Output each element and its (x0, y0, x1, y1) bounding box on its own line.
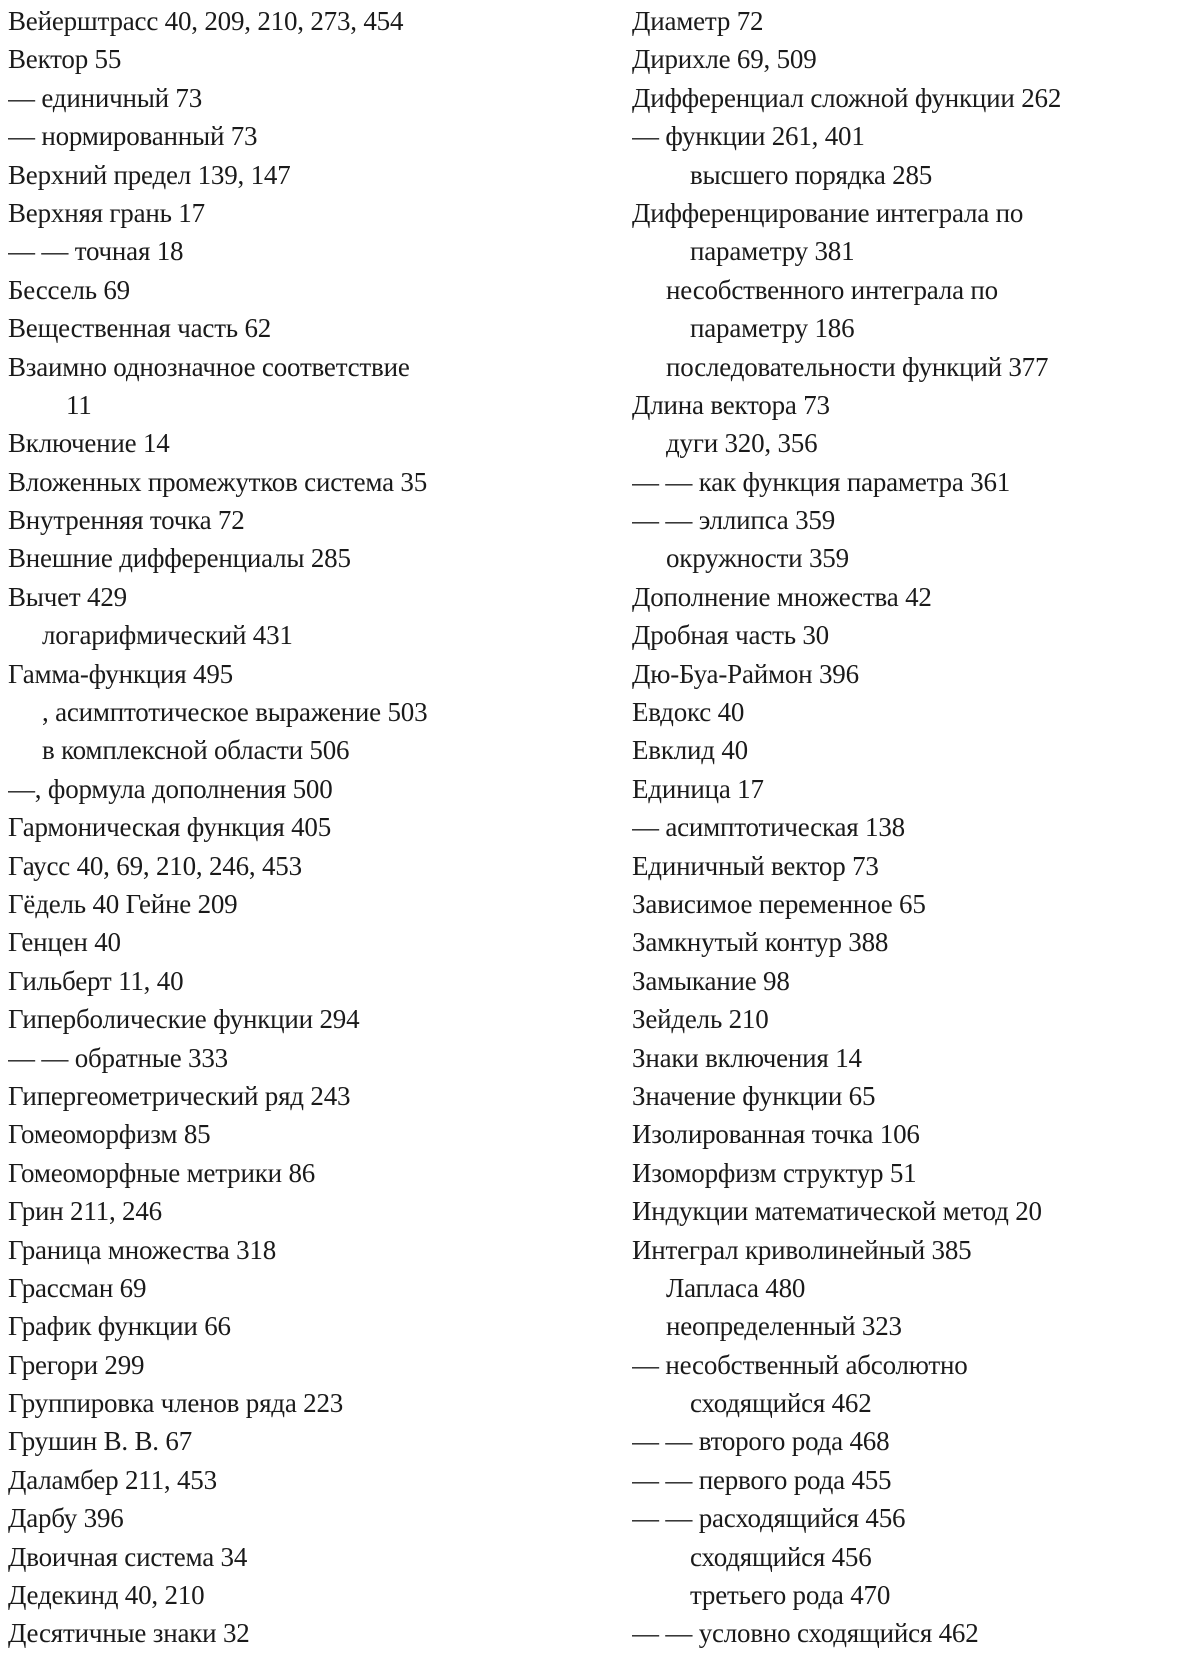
index-entry: Дедекинд 40, 210 (8, 1580, 205, 1611)
index-entry: — — расходящийся 456 (632, 1503, 906, 1534)
index-entry: — несобственный абсолютно (632, 1349, 968, 1380)
index-entry: Дю-Буа-Раймон 396 (632, 658, 859, 689)
index-entry: неопределенный 323 (666, 1311, 902, 1342)
index-entry: Вычет 429 (8, 581, 127, 612)
index-entry: График функции 66 (8, 1311, 231, 1342)
index-entry: Зейдель 210 (632, 1004, 769, 1035)
index-entry: Гармоническая функция 405 (8, 812, 332, 843)
index-entry: Гильберт 11, 40 (8, 965, 184, 996)
index-entry: Грушин В. В. 67 (8, 1426, 193, 1457)
index-entry: сходящийся 462 (690, 1388, 872, 1419)
index-entry: Вложенных промежутков система 35 (8, 466, 428, 497)
index-entry: Генцен 40 (8, 927, 121, 958)
index-entry: окружности 359 (666, 543, 849, 574)
index-column-right (632, 2, 1192, 1653)
index-entry: Дарбу 396 (8, 1503, 124, 1534)
index-entry: — — эллипса 359 (632, 505, 835, 536)
index-entry: Верхняя грань 17 (8, 197, 205, 228)
index-entry: Дробная часть 30 (632, 620, 829, 651)
index-entry: — — второго рода 468 (632, 1426, 890, 1457)
index-entry: Замкнутый контур 388 (632, 927, 889, 958)
index-entry: Изолированная точка 106 (632, 1119, 920, 1150)
index-entry: Гамма-функция 495 (8, 658, 233, 689)
index-entry: Дирихле 69, 509 (632, 44, 817, 75)
index-entry: Вейерштрасс 40, 209, 210, 273, 454 (8, 6, 404, 36)
index-entry: — функции 261, 401 (632, 121, 865, 152)
index-entry: Бессель 69 (8, 274, 130, 305)
index-entry: Единичный вектор 73 (632, 850, 879, 881)
index-entry: Даламбер 211, 453 (8, 1464, 217, 1495)
index-entry: Гёдель 40 Гейне 209 (8, 888, 238, 919)
index-entry: — — условно сходящийся 462 (632, 1618, 979, 1649)
index-entry: Дифференциал сложной функции 262 (632, 82, 1062, 113)
index-entry: — — обратные 333 (8, 1042, 228, 1073)
index-entry: несобственного интеграла по (666, 274, 998, 305)
index-entry: Диаметр 72 (632, 6, 764, 36)
index-entry: — нормированный 73 (8, 121, 258, 152)
index-entry: Единица 17 (632, 773, 764, 804)
index-entry: Евдокс 40 (632, 697, 745, 728)
index-entry: — — первого рода 455 (632, 1464, 892, 1495)
index-entry: Гомеоморфизм 85 (8, 1119, 211, 1150)
index-column-left (8, 2, 608, 1653)
index-entry: Зависимое переменное 65 (632, 888, 926, 919)
index-entry: Вектор 55 (8, 44, 122, 75)
index-entry: — — как функция параметра 361 (632, 466, 1011, 497)
index-entry: — — точная 18 (8, 236, 184, 267)
index-entry: Десятичные знаки 32 (8, 1618, 250, 1649)
index-entry: Гомеоморфные метрики 86 (8, 1157, 316, 1188)
index-entry: в комплексной области 506 (42, 735, 350, 766)
index-entry: Евклид 40 (632, 735, 748, 766)
index-entry: сходящийся 456 (690, 1541, 872, 1572)
index-entry: Длина вектора 73 (632, 389, 830, 420)
index-entry: Гаусс 40, 69, 210, 246, 453 (8, 850, 302, 881)
index-entry: Гиперболические функции 294 (8, 1004, 360, 1035)
index-entry: Изоморфизм структур 51 (632, 1157, 917, 1188)
index-entry: Включение 14 (8, 428, 170, 459)
index-entry: — единичный 73 (8, 82, 203, 113)
index-entry: последовательности функций 377 (666, 351, 1049, 382)
index-entry: Гипергеометрический ряд 243 (8, 1080, 351, 1111)
index-entry: Интеграл криволинейный 385 (632, 1234, 972, 1265)
index-entry: Дополнение множества 42 (632, 581, 932, 612)
index-entry: Значение функции 65 (632, 1080, 876, 1111)
index-entry: 11 (66, 389, 92, 420)
index-entry: Замыкание 98 (632, 965, 790, 996)
index-entry: Грин 211, 246 (8, 1196, 162, 1227)
index-entry: , асимптотическое выражение 503 (42, 697, 428, 728)
index-entry: третьего рода 470 (690, 1580, 891, 1611)
index-entry: Дифференцирование интеграла по (632, 197, 1024, 228)
index-entry: Группировка членов ряда 223 (8, 1388, 344, 1419)
index-entry: Знаки включения 14 (632, 1042, 862, 1073)
index-entry: Внутренняя точка 72 (8, 505, 245, 536)
index-entry: — асимптотическая 138 (632, 812, 905, 843)
index-entry: Взаимно однозначное соответствие (8, 351, 410, 382)
index-entry: Внешние дифференциалы 285 (8, 543, 351, 574)
index-entry: параметру 381 (690, 236, 855, 267)
index-entry: —, формула дополнения 500 (8, 773, 333, 804)
index-entry: Индукции математической метод 20 (632, 1196, 1042, 1227)
index-entry: Лапласа 480 (666, 1272, 806, 1303)
index-entry: логарифмический 431 (42, 620, 293, 651)
index-entry: Грегори 299 (8, 1349, 145, 1380)
index-entry: Двоичная система 34 (8, 1541, 248, 1572)
index-entry: Верхний предел 139, 147 (8, 159, 291, 190)
index-entry: Граница множества 318 (8, 1234, 277, 1265)
index-entry: высшего порядка 285 (690, 159, 933, 190)
index-entry: параметру 186 (690, 313, 855, 344)
index-entry: дуги 320, 356 (666, 428, 818, 459)
index-entry: Грассман 69 (8, 1272, 147, 1303)
index-entry: Вещественная часть 62 (8, 313, 272, 344)
